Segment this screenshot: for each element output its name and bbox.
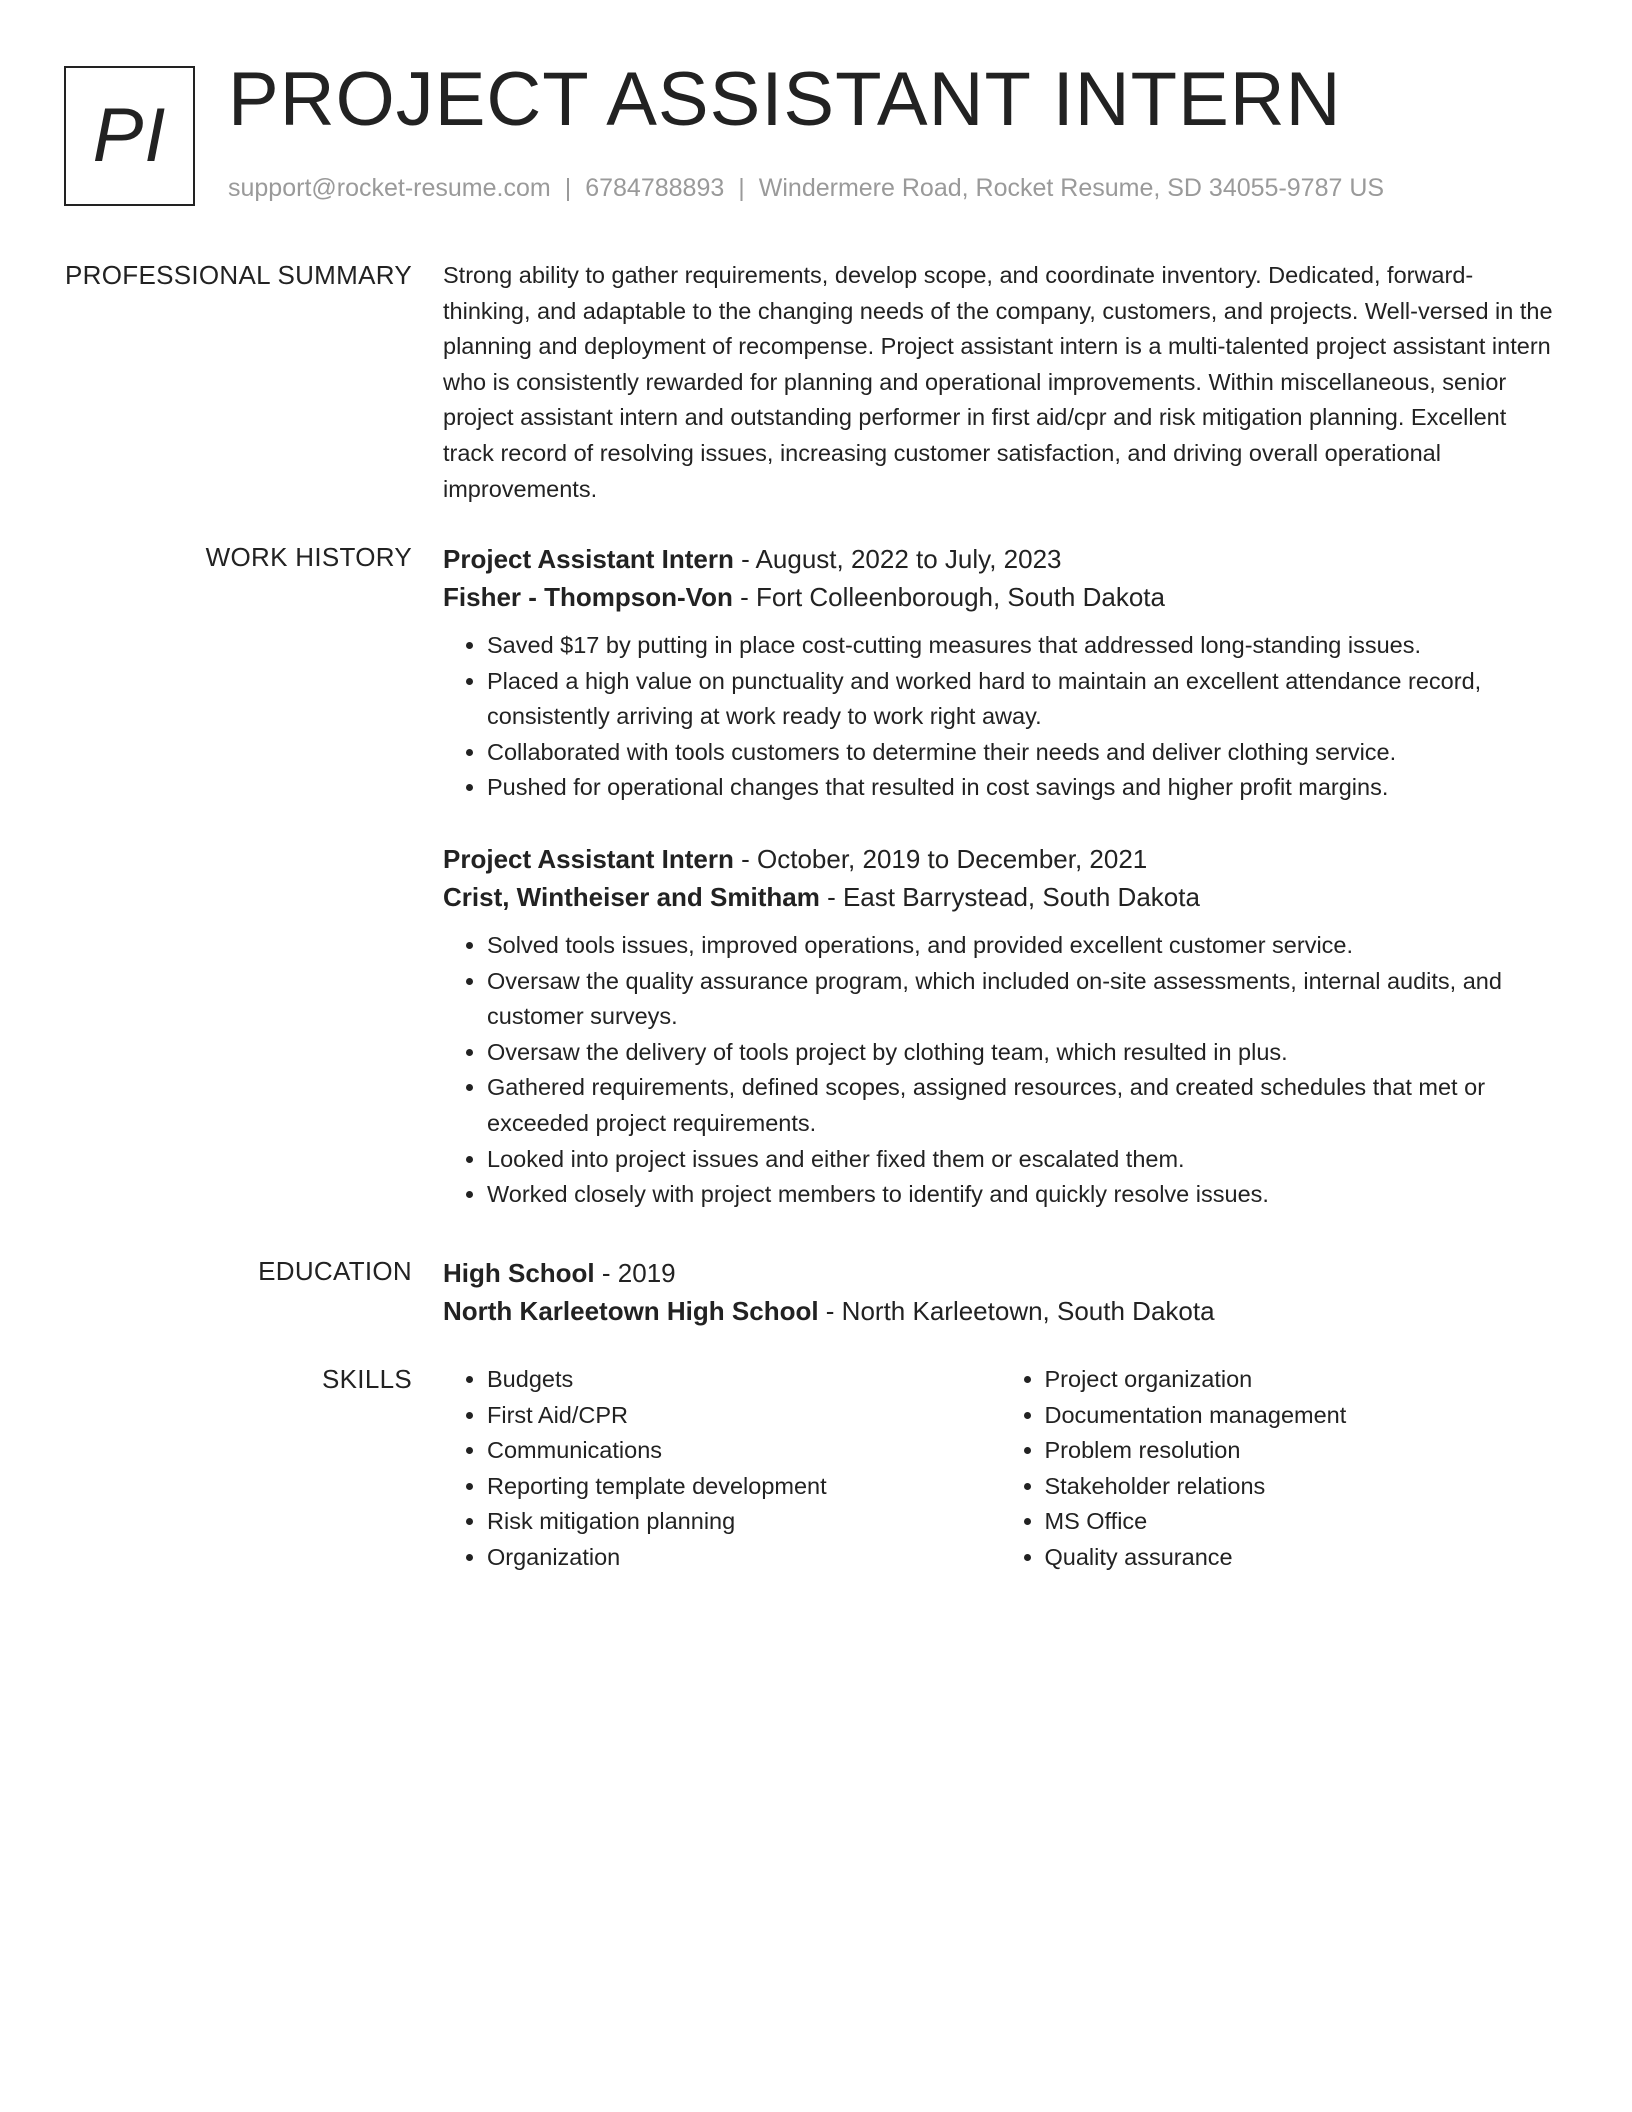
- skill-item: • MS Office: [1045, 1504, 1559, 1540]
- skill-item: • Organization: [487, 1540, 1001, 1576]
- job-bullet: • Worked closely with project members to identify and quickly resolve issues.: [487, 1177, 1558, 1213]
- skill-item: • Quality assurance: [1045, 1540, 1559, 1576]
- contact-email[interactable]: support@rocket-resume.com: [228, 174, 551, 202]
- skill-item: • Risk mitigation planning: [487, 1504, 1001, 1540]
- education-year: - 2019: [594, 1258, 676, 1288]
- skills-column-right: [1001, 1362, 1559, 1576]
- job-bullet: • Looked into project issues and either fixed them or escalated them.: [487, 1142, 1558, 1178]
- job-company-line: [443, 578, 1558, 616]
- contact-separator: |: [738, 174, 745, 202]
- contact-line: [228, 174, 1384, 203]
- skill-item: • First Aid/CPR: [487, 1398, 1001, 1434]
- education-location: - North Karleetown, South Dakota: [818, 1296, 1215, 1326]
- education-school-line: [443, 1292, 1558, 1330]
- job-title: Project Assistant Intern: [443, 544, 734, 574]
- job-bullet: • Oversaw the quality assurance program, which included on-site assessments, internal audits, and customer surveys.: [487, 964, 1558, 1035]
- contact-separator: |: [564, 174, 572, 202]
- contact-address: Windermere Road, Rocket Resume, SD 34055-9787 US: [758, 174, 1385, 202]
- job-bullet: • Solved tools issues, improved operations, and provided excellent customer service.: [487, 928, 1558, 964]
- job-company-line: [443, 878, 1558, 916]
- section-label-work-history: WORK HISTORY: [205, 542, 412, 572]
- skills-column-left: [443, 1362, 1001, 1576]
- job-bullet: • Oversaw the delivery of tools project by clothing team, which resulted in plus.: [487, 1035, 1558, 1071]
- job-bullet: • Pushed for operational changes that resulted in cost savings and higher profit margins.: [487, 770, 1558, 806]
- contact-phone[interactable]: 6784788893: [585, 174, 725, 202]
- education-school: North Karleetown High School: [443, 1296, 819, 1326]
- skill-item: • Stakeholder relations: [1045, 1469, 1559, 1505]
- job-company: Fisher - Thompson-Von: [443, 582, 733, 612]
- monogram-box: [64, 66, 195, 206]
- job-company: Crist, Wintheiser and Smitham: [443, 881, 820, 912]
- monogram-initials: PI: [92, 92, 167, 178]
- resume-title: PROJECT ASSISTANT INTERN: [228, 57, 1342, 142]
- summary-text: Strong ability to gather requirements, develop scope, and coordinate inventory. Dedicated, forward-thinking, and adaptable to the changing needs of the company, customers, and projects. Well-versed in the planning and deployment of recompense. Project assistant intern is a multi-talented project assistant intern who is consistently rewarded for planning and operational improvements. Within miscellaneous, senior project assistant intern and outstanding performer in first aid/cpr and risk mitigation planning. Excellent track record of resolving issues, increasing customer satisfaction, and driving overall operational improvements.: [443, 262, 1553, 502]
- job-entry: [443, 540, 1558, 806]
- job-location: - East Barrystead, South Dakota: [819, 881, 1200, 912]
- job-title-line: [443, 840, 1558, 878]
- skill-item: • Budgets: [487, 1362, 1001, 1398]
- job-bullet: • Collaborated with tools customers to determine their needs and deliver clothing service.: [487, 735, 1558, 771]
- job-bullet: • Saved $17 by putting in place cost-cutting measures that addressed long-standing issues.: [487, 628, 1558, 664]
- job-location: - Fort Colleenborough, South Dakota: [732, 582, 1165, 612]
- skill-item: • Communications: [487, 1433, 1001, 1469]
- job-bullets: [443, 628, 1558, 806]
- job-dates: - August, 2022 to July, 2023: [733, 544, 1062, 574]
- job-bullet: • Gathered requirements, defined scopes, assigned resources, and created schedules that met or exceeded project requirements.: [487, 1070, 1558, 1141]
- job-title-line: [443, 540, 1558, 578]
- job-bullet: • Placed a high value on punctuality and worked hard to maintain an excellent attendance record, consistently arriving at work ready to work right away.: [487, 664, 1558, 735]
- job-bullets: [443, 928, 1558, 1213]
- section-label-skills: SKILLS: [322, 1364, 412, 1394]
- education-degree-line: [443, 1254, 1558, 1292]
- skill-item: • Project organization: [1045, 1362, 1559, 1398]
- section-label-education: EDUCATION: [258, 1256, 412, 1286]
- skill-item: • Documentation management: [1045, 1398, 1559, 1434]
- section-label-summary: PROFESSIONAL SUMMARY: [65, 260, 412, 290]
- skill-item: • Reporting template development: [487, 1469, 1001, 1505]
- skill-item: • Problem resolution: [1045, 1433, 1559, 1469]
- education-degree: High School: [443, 1258, 595, 1288]
- job-dates: - October, 2019 to December, 2021: [733, 843, 1148, 874]
- job-title: Project Assistant Intern: [443, 843, 734, 874]
- job-entry: [443, 840, 1558, 1213]
